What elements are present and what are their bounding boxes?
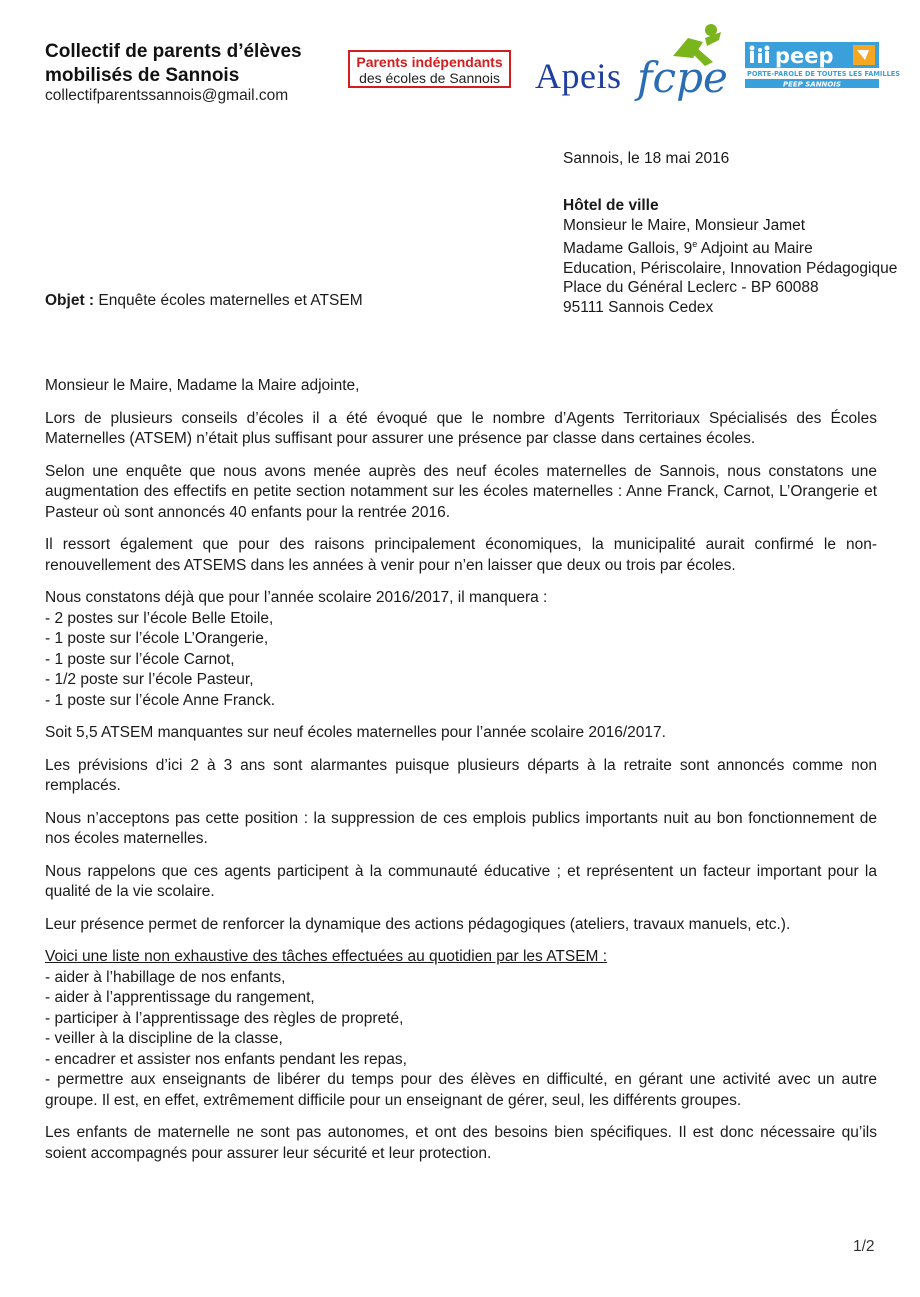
letter-body (45, 376, 877, 1176)
independent-parents-line-1: Parents indépendants (356, 54, 503, 70)
paragraph-10 (45, 947, 877, 1111)
list-item: - permettre aux enseignants de libérer du temps pour des élèves en difficulté, en gérant une activité avec un autre groupe. Il est, en effet, extrêmement difficile pour un enseignant de gérer, seul, les différents groupes. (45, 1071, 877, 1109)
sender-line-1: Collectif de parents d’élèves (45, 41, 302, 62)
paragraph-2: Selon une enquête que nous avons menée auprès des neuf écoles maternelles de Sannois, nous constatons une augmentation des effectifs en petite section notamment sur les écoles maternelles : Anne Franck, Carnot, L’Orangerie et Pasteur où sont annoncés 40 enfants pour la rentrée 2016. (45, 462, 877, 521)
page-number: 1/2 (853, 1238, 875, 1255)
sender-email: collectifparentssannois@gmail.com (45, 87, 289, 104)
sender-line-2: mobilisés de Sannois (45, 65, 240, 86)
list-item: - aider à l’apprentissage du rangement, (45, 989, 315, 1006)
paragraph-11: Les enfants de maternelle ne sont pas autonomes, et ont des besoins bien spécifiques. Il est donc nécessaire qu’ils soient accompagnés pour assurer leur sécurité et leur protection. (45, 1124, 877, 1162)
list-item: - 2 postes sur l’école Belle Etoile, (45, 609, 274, 627)
independent-parents-logo (348, 50, 511, 88)
recipient-line-5: 95111 Sannois Cedex (563, 298, 714, 316)
paragraph-3: Il ressort également que pour des raisons principalement économiques, la municipalité aurait confirmé le non-renouvellement des ATSEMS dans les années à venir pour n’en laisser que deux ou trois par écoles. (45, 536, 877, 574)
list-item: - 1/2 poste sur l’école Pasteur, (45, 671, 254, 688)
paragraph-8: Nous rappelons que ces agents participent à la communauté éducative ; et représentent un facteur important pour la qualité de la vie scolaire. (45, 862, 877, 900)
svg-text:peep: peep (775, 44, 834, 68)
paragraph-1: Lors de plusieurs conseils d’écoles il a été évoqué que le nombre d’Agents Territoriaux Spécialisés des Écoles Maternelles (ATSEM) n’était plus suffisant pour assurer une présence par classe dans certaines écoles. (45, 409, 877, 447)
list-item: - 1 poste sur l’école Anne Franck. (45, 691, 276, 709)
list-item: - 1 poste sur l’école L’Orangerie, (45, 630, 269, 647)
list-item: - aider à l’habillage de nos enfants, (45, 968, 286, 986)
list-item: - veiller à la discipline de la classe, (45, 1030, 283, 1047)
paragraph-9: Leur présence permet de renforcer la dynamique des actions pédagogiques (ateliers, travaux manuels, etc.). (45, 915, 791, 933)
subject-text: Enquête écoles maternelles et ATSEM (94, 292, 363, 309)
list-item: - 1 poste sur l’école Carnot, (45, 650, 235, 668)
paragraph-4 (45, 588, 877, 711)
recipient-line-1: Monsieur le Maire, Monsieur Jamet (563, 216, 806, 234)
recipient-address (563, 196, 897, 317)
paragraph-7: Nous n’acceptons pas cette position : la suppression de ces emplois publics importants nuit au bon fonctionnement de nos écoles maternelles. (45, 809, 877, 847)
letter-date: Sannois, le 18 mai 2016 (563, 150, 730, 167)
list-item: - encadrer et assister nos enfants pendant les repas, (45, 1050, 407, 1068)
apeis-logo: Apeis (535, 56, 622, 96)
svg-text:PORTE-PAROLE DE TOUTES LES FAM: PORTE-PAROLE DE TOUTES LES FAMILLES (747, 70, 901, 78)
recipient-line-3: Education, Périscolaire, Innovation Pédagogique (563, 259, 898, 277)
list-item: - participer à l’apprentissage des règles de propreté, (45, 1009, 404, 1027)
recipient-line-2: Madame Gallois, 9e Adjoint au Maire (563, 239, 813, 258)
peep-logo (745, 42, 901, 89)
svg-text:PEEP SANNOIS: PEEP SANNOIS (782, 80, 842, 89)
paragraph-6: Les prévisions d’ici 2 à 3 ans sont alarmantes puisque plusieurs départs à la retraite sont annoncés comme non remplacés. (45, 756, 877, 794)
paragraph-5: Soit 5,5 ATSEM manquantes sur neuf écoles maternelles pour l’année scolaire 2016/2017. (45, 724, 666, 741)
salutation: Monsieur le Maire, Madame la Maire adjointe, (45, 377, 360, 394)
subject-label: Objet : (45, 292, 95, 309)
recipient-line-4: Place du Général Leclerc - BP 60088 (563, 279, 819, 297)
independent-parents-line-2: des écoles de Sannois (359, 70, 500, 86)
svg-text:fcpe: fcpe (637, 53, 728, 102)
sender-name (45, 40, 302, 88)
recipient-title: Hôtel de ville (563, 197, 659, 214)
fcpe-logo (633, 18, 733, 106)
subject-line (45, 292, 363, 310)
tasks-heading: Voici une liste non exhaustive des tâches effectuées au quotidien par les ATSEM : (45, 948, 608, 965)
list-intro: Nous constatons déjà que pour l’année scolaire 2016/2017, il manquera : (45, 589, 548, 606)
